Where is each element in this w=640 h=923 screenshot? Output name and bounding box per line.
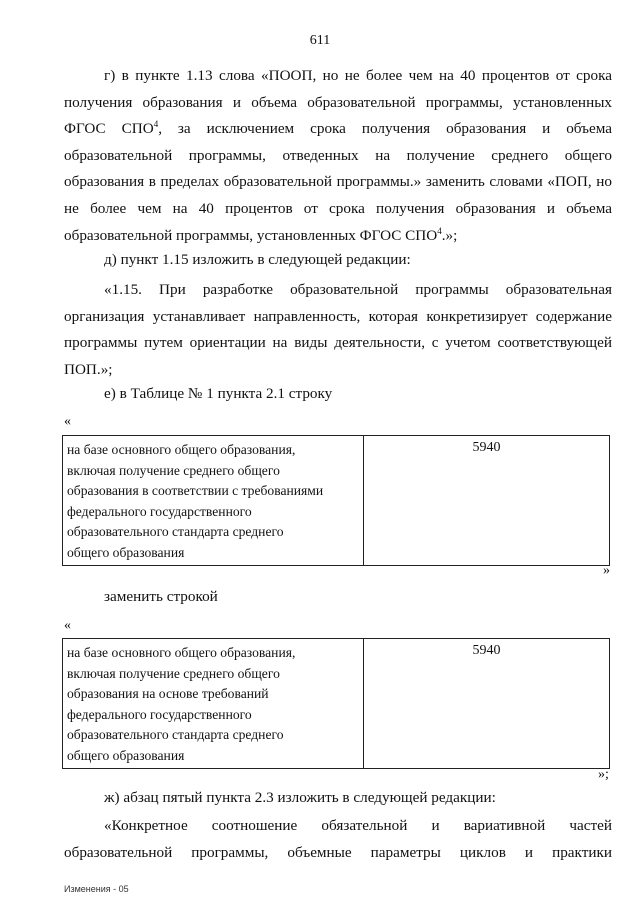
paragraph-zh: ж) абзац пятый пункта 2.3 изложить в следующей редакции: [104,789,496,806]
close-quote-2: »; [598,767,609,782]
footer-note: Изменения - 05 [64,884,129,894]
open-quote-2: « [64,618,71,633]
page-number: 611 [309,33,331,48]
paragraph-d: д) пункт 1.15 изложить в следующей редакции: [104,251,411,268]
table-new-text-cell [63,639,364,769]
replace-with-text: заменить строкой [104,588,218,605]
paragraph-g-part2: , за исключением срока получения образования и объема образовательной программы, отведенных на получение среднего общего образования в пределах образовательной программы.» заменить словами «ПОП, но не более чем на 40 процентов от срока получения образования и объема образовательной программы, установленных ФГОС СПО [64,120,612,244]
table-old-line: на базе основного общего образования, [67,442,296,457]
table-old-line: включая получение среднего общего [67,462,280,478]
paragraph-e: е) в Таблице № 1 пункта 2.1 строку [104,385,333,402]
table-new-value: 5940 [364,639,610,769]
table-new-row [62,638,610,769]
paragraph-quote-start: «Конкретное соотношение обязательной и вариативной частей образовательной программы, объемные параметры циклов и практики [64,817,612,861]
table-new-line: федерального государственного [67,706,252,722]
table-old-value: 5940 [364,436,610,566]
table-old-line: федерального государственного [67,503,252,519]
table-row [63,436,610,566]
table-new-line: на базе основного общего образования, [67,645,296,660]
table-old-row [62,435,610,566]
table-old-text-cell [63,436,364,566]
paragraph-g-part3: .»; [441,226,458,244]
paragraph-g-part1: г) в пункте 1.13 слова «ПООП, но не более чем на 40 процентов от срока получения образования и объема образовательной программы, установленных ФГОС СПО [64,67,612,138]
table-old-line: общего образования [67,544,185,560]
paragraph-g [64,63,612,249]
table-old-line: образования в соответствии с требованиями [67,483,324,498]
table-new-line: образования на основе требований [67,686,269,701]
table-new-line: образовательного стандарта среднего [67,727,284,742]
footnote-ref-2: 4 [437,225,442,236]
table-new-line: общего образования [67,747,185,763]
close-quote-1: » [603,563,610,578]
table-row [63,639,610,769]
table-old-line: образовательного стандарта среднего [67,524,284,539]
footnote-ref-1: 4 [153,119,159,130]
paragraph-1-15: «1.15. При разработке образовательной программы образовательная организация устанавливает направленность, которая конкретизирует содержание программы путем ориентации на виды деятельности, с учетом соответствующей ПОП.»; [64,281,612,378]
open-quote-1: « [64,414,71,429]
table-new-line: включая получение среднего общего [67,665,280,681]
